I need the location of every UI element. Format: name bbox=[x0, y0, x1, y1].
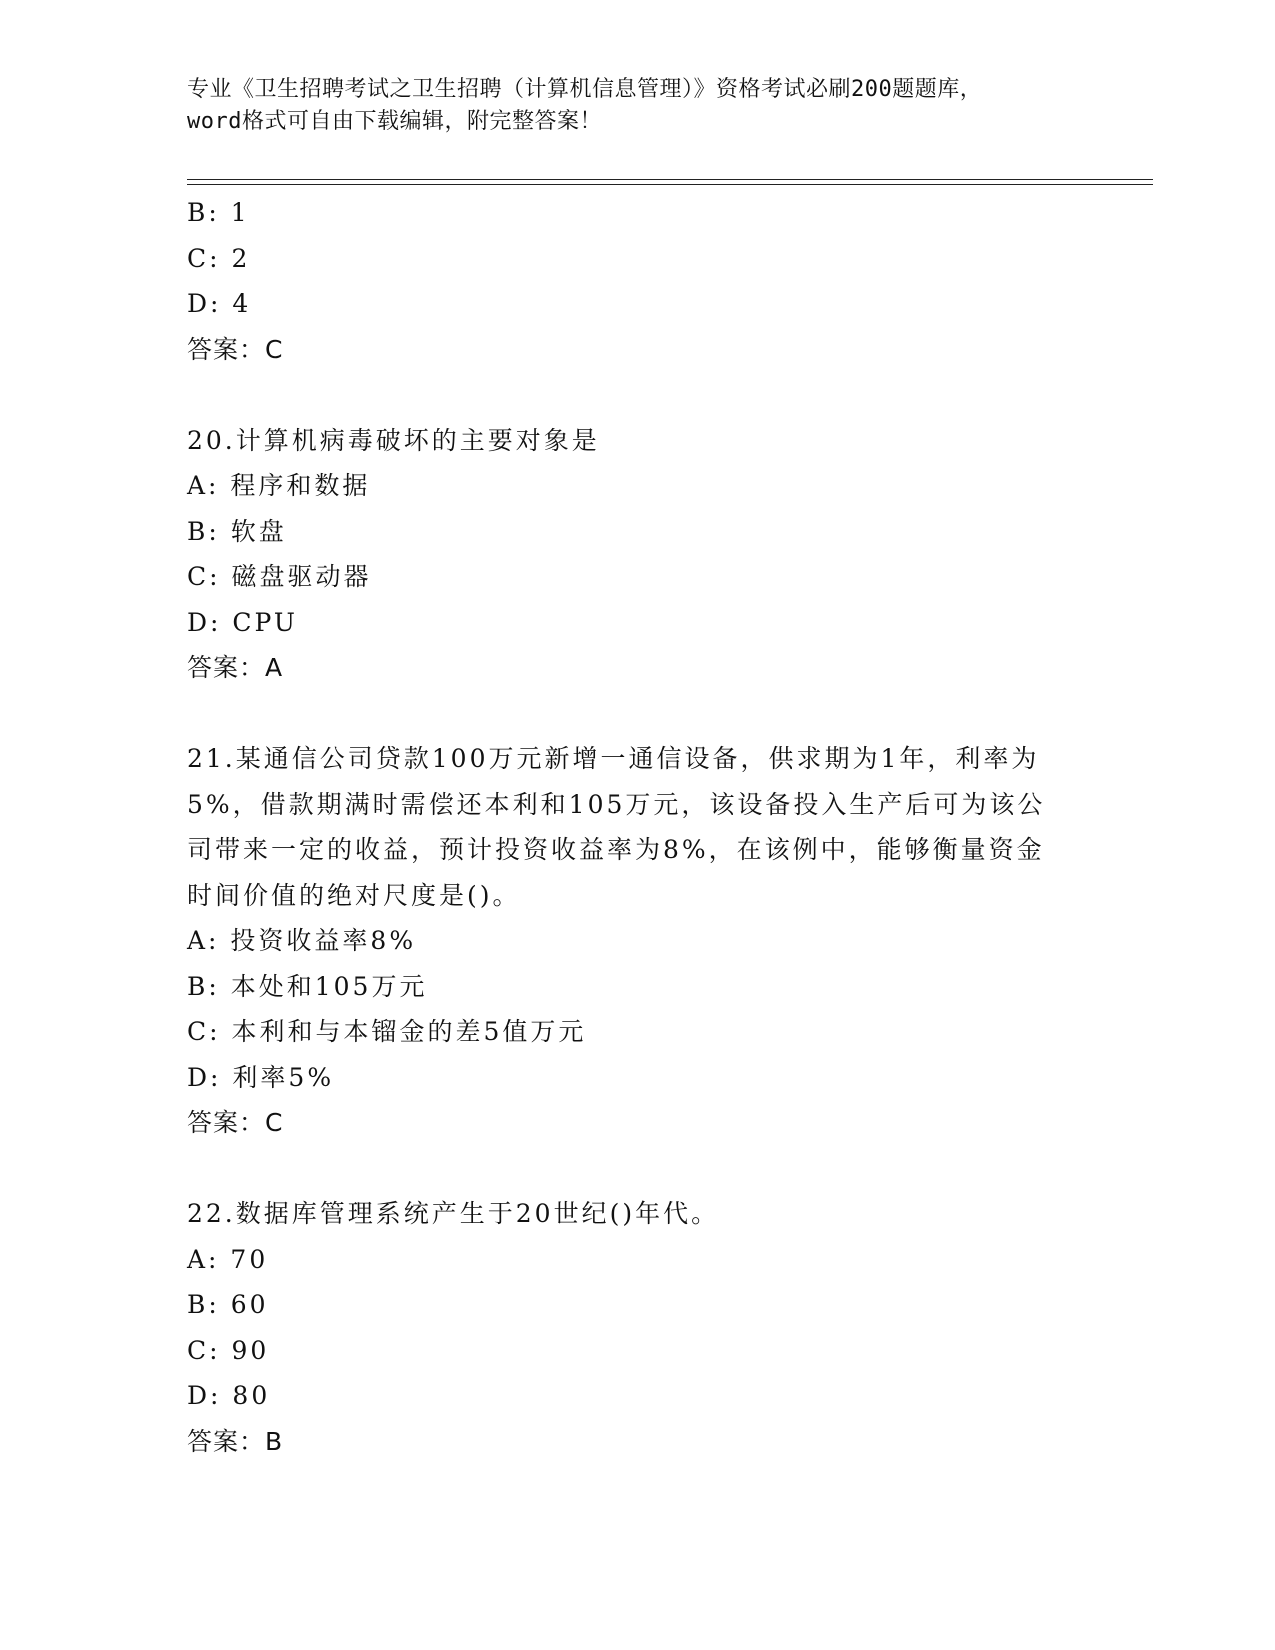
option-b: B: 本处和105万元 bbox=[187, 971, 428, 1001]
header-divider-top bbox=[187, 179, 1153, 180]
spacer bbox=[187, 372, 1067, 418]
option-b: B: 60 bbox=[187, 1290, 269, 1319]
answer-line: 答案：C bbox=[187, 334, 284, 364]
option-c: C: 磁盘驱动器 bbox=[187, 562, 372, 591]
option-a: A: 程序和数据 bbox=[187, 471, 371, 500]
option-b: B: 软盘 bbox=[187, 516, 287, 546]
option-b: B: 1 bbox=[187, 198, 250, 227]
question-22 bbox=[187, 1191, 1067, 1464]
header-line-2: word格式可自由下载编辑，附完整答案！ bbox=[187, 109, 602, 134]
answer-line: 答案：B bbox=[187, 1426, 284, 1456]
question-stem-line-2: 5%，借款期满时需偿还本利和105万元，该设备投入生产后可为该公 bbox=[187, 789, 1046, 819]
question-stem-line-4: 时间价值的绝对尺度是()。 bbox=[187, 880, 521, 910]
option-a: A: 投资收益率8% bbox=[187, 926, 417, 955]
answer-line: 答案：A bbox=[187, 653, 284, 682]
option-c: C: 90 bbox=[187, 1335, 270, 1365]
question-21 bbox=[187, 736, 1067, 1146]
option-d: D: 80 bbox=[187, 1381, 271, 1410]
question-20 bbox=[187, 418, 1067, 691]
answer-line: 答案：C bbox=[187, 1108, 284, 1137]
spacer bbox=[187, 1146, 1067, 1192]
option-a: A: 70 bbox=[187, 1244, 269, 1274]
question-stem: 22.数据库管理系统产生于20世纪()年代。 bbox=[187, 1199, 720, 1228]
option-d: D: 利率5% bbox=[187, 1062, 335, 1092]
option-d: D: CPU bbox=[187, 607, 298, 637]
question-stem: 20.计算机病毒破坏的主要对象是 bbox=[187, 425, 600, 455]
option-d: D: 4 bbox=[187, 289, 252, 318]
header-line-1: 专业《卫生招聘考试之卫生招聘（计算机信息管理）》资格考试必刷200题题库， bbox=[187, 77, 983, 102]
option-c: C: 本利和与本镏金的差5值万元 bbox=[187, 1017, 587, 1046]
question-list bbox=[187, 190, 1067, 1464]
question-stem-line-1: 21.某通信公司贷款100万元新增一通信设备，供求期为1年，利率为 bbox=[187, 744, 1040, 773]
header-divider-bottom bbox=[187, 184, 1153, 185]
question-stem-line-3: 司带来一定的收益，预计投资收益率为8%，在该例中，能够衡量资金 bbox=[187, 835, 1045, 864]
option-c: C: 2 bbox=[187, 243, 251, 273]
document-header bbox=[187, 74, 1087, 138]
question-19-tail bbox=[187, 190, 1067, 372]
spacer bbox=[187, 691, 1067, 737]
